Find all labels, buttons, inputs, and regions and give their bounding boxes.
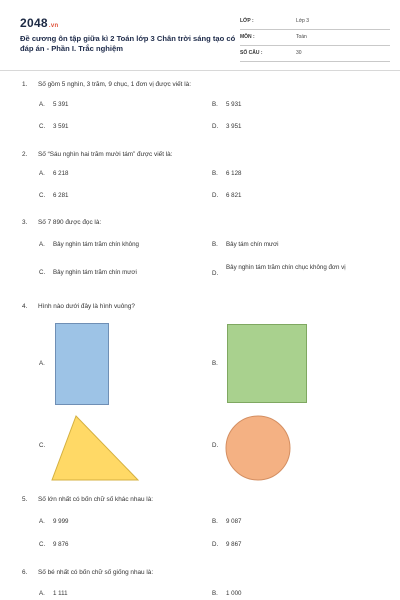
option-3c[interactable]: C. Bảy nghìn tám trăm chín mươi <box>39 269 137 276</box>
question-5 <box>22 496 153 503</box>
header-divider <box>0 70 400 71</box>
option-2c[interactable]: C. 6 281 <box>39 192 69 199</box>
option-1d[interactable]: D. 3 951 <box>212 123 242 130</box>
question-text: Hình nào dưới đây là hình vuông? <box>38 303 135 310</box>
option-2b[interactable]: B. 6 128 <box>212 170 242 177</box>
option-2d[interactable]: D. 6 821 <box>212 192 242 199</box>
meta-key: LỚP : <box>240 18 254 24</box>
option-6b[interactable]: B. 1 000 <box>212 590 242 597</box>
question-text: Số gồm 5 nghìn, 3 trăm, 9 chục, 1 đơn vị được viết là: <box>38 81 191 88</box>
question-4 <box>22 303 135 310</box>
logo-text: 2048 <box>20 16 48 30</box>
option-1a[interactable]: A. 5 391 <box>39 101 69 108</box>
question-text: Số lớn nhất có bốn chữ số khác nhau là: <box>38 496 154 503</box>
question-1 <box>22 81 191 88</box>
option-5b[interactable]: B. 9 087 <box>212 518 242 525</box>
square-shape[interactable] <box>227 324 307 403</box>
meta-key: MÔN : <box>240 34 255 40</box>
option-5c[interactable]: C. 9 876 <box>39 541 69 548</box>
meta-row-grade <box>240 14 390 30</box>
meta-table <box>240 14 390 62</box>
question-6 <box>22 569 153 576</box>
triangle-shape[interactable] <box>50 414 140 482</box>
option-4b-label[interactable]: B. <box>212 360 218 367</box>
question-number: 3. <box>22 219 28 226</box>
circle-shape[interactable] <box>225 415 291 481</box>
site-logo[interactable] <box>20 16 58 30</box>
question-text: Số bé nhất có bốn chữ số giống nhau là: <box>38 569 154 576</box>
question-2 <box>22 151 173 158</box>
option-1b[interactable]: B. 5 931 <box>212 101 242 108</box>
question-3 <box>22 219 101 226</box>
option-3d[interactable]: D. Bảy nghìn tám trăm chín chục không đơn vị <box>212 264 346 277</box>
option-4c-label[interactable]: C. <box>39 442 46 449</box>
circle-fill <box>226 416 290 480</box>
option-6a[interactable]: A. 1 111 <box>39 590 68 597</box>
option-4d-label[interactable]: D. <box>212 442 219 449</box>
question-text: Số 7 890 được đọc là: <box>38 219 102 226</box>
meta-value: Toán <box>296 34 307 40</box>
meta-value: 30 <box>296 50 302 56</box>
meta-row-count <box>240 46 390 62</box>
document-title: Đề cương ôn tập giữa kì 2 Toán lớp 3 Chân trời sáng tạo có đáp án - Phần I. Trắc nghiệm <box>20 34 236 53</box>
logo-suffix: .vn <box>48 23 59 29</box>
triangle-fill <box>52 416 138 480</box>
rectangle-fill <box>56 324 109 405</box>
option-5d[interactable]: D. 9 867 <box>212 541 242 548</box>
question-text: Số “Sáu nghìn hai trăm mười tám” được viết là: <box>38 151 173 158</box>
document-header <box>14 14 386 72</box>
question-number: 1. <box>22 81 28 88</box>
meta-value: Lớp 3 <box>296 18 310 24</box>
square-fill <box>228 325 307 403</box>
option-3b[interactable]: B. Bảy tám chín mươi <box>212 241 279 248</box>
meta-row-subject <box>240 30 390 46</box>
question-number: 2. <box>22 151 28 158</box>
option-4a-label[interactable]: A. <box>39 360 45 367</box>
question-number: 6. <box>22 569 28 576</box>
option-2a[interactable]: A. 6 218 <box>39 170 69 177</box>
option-3a[interactable]: A. Bảy nghìn tám trăm chín không <box>39 241 139 248</box>
meta-key: SỐ CÂU : <box>240 50 263 56</box>
question-number: 4. <box>22 303 28 310</box>
option-1c[interactable]: C. 3 591 <box>39 123 69 130</box>
option-5a[interactable]: A. 9 999 <box>39 518 69 525</box>
rectangle-shape[interactable] <box>55 323 109 405</box>
question-number: 5. <box>22 496 28 503</box>
